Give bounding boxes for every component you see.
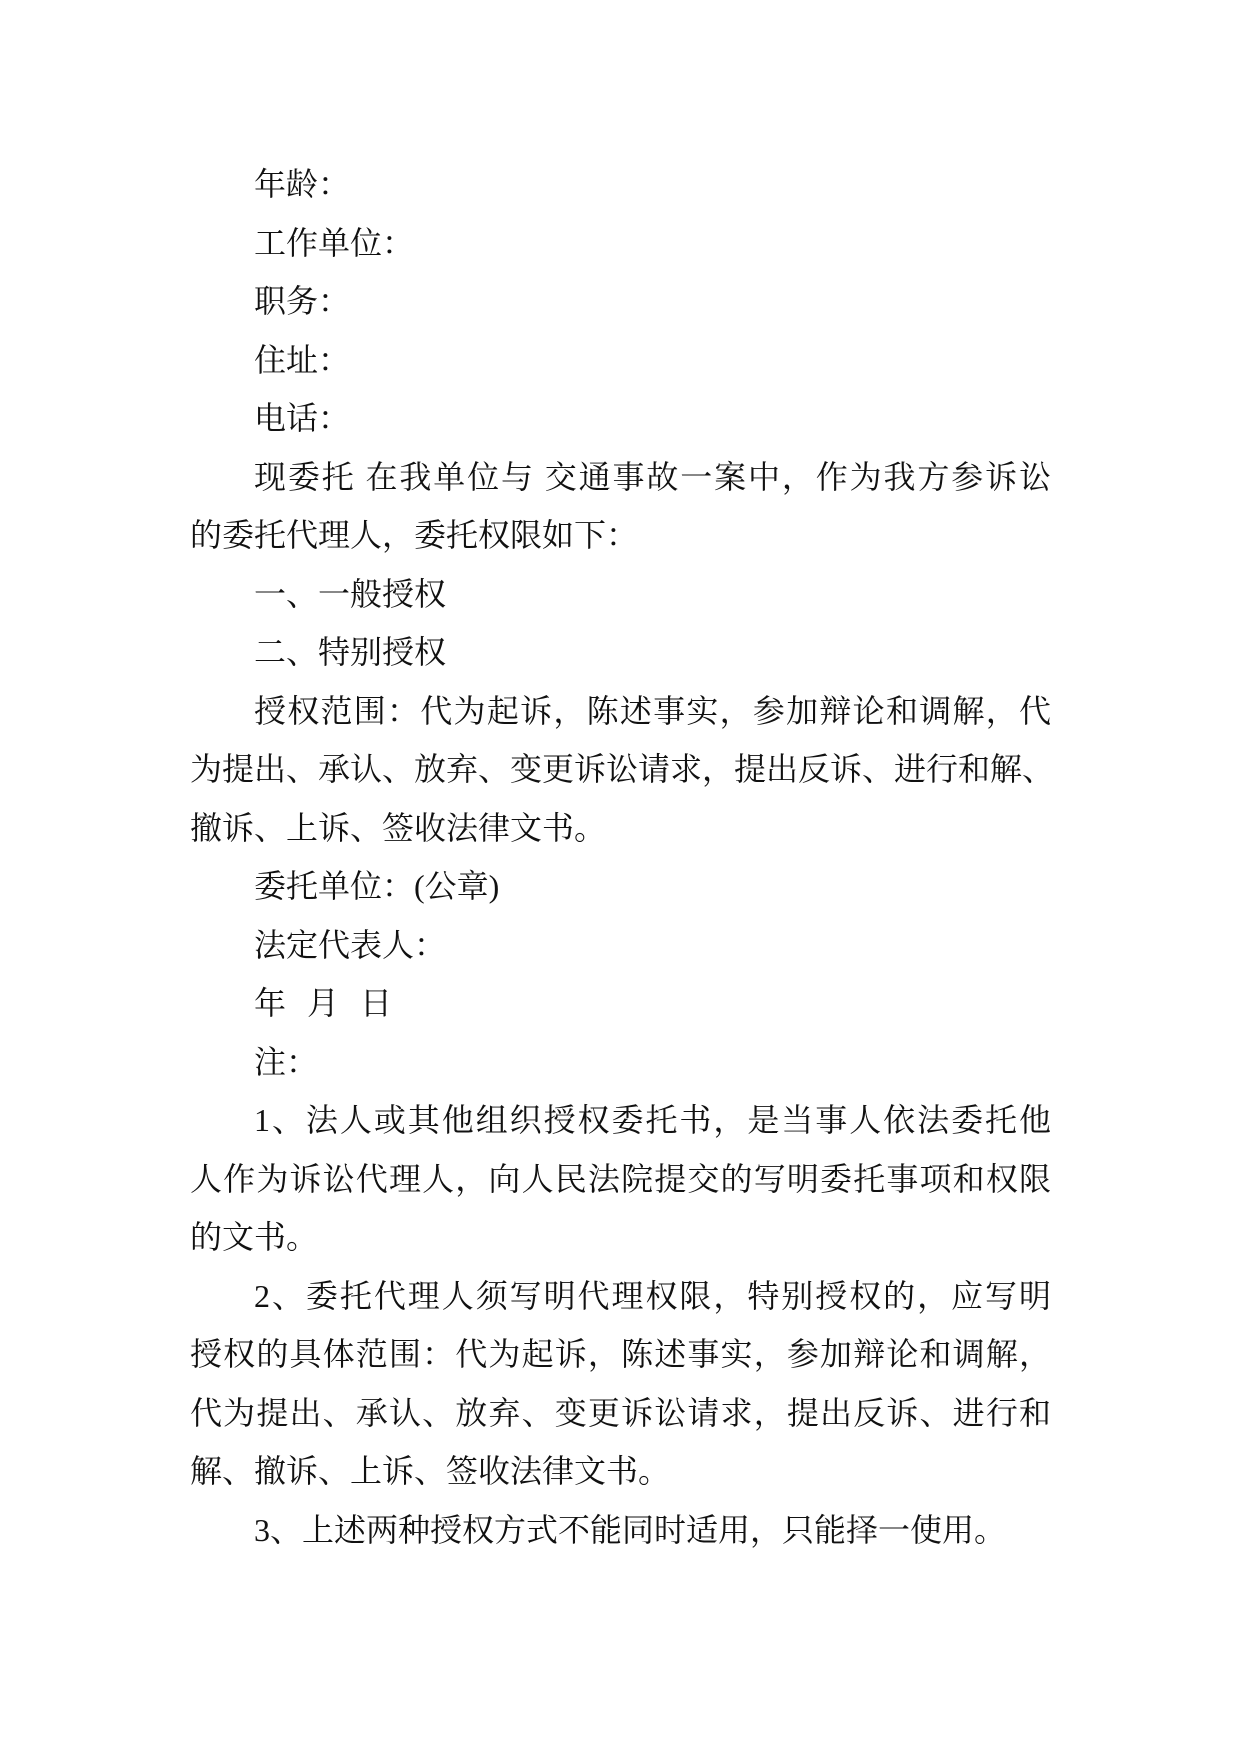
notes-heading: 注：	[254, 1043, 319, 1080]
note-item-1	[190, 1091, 1051, 1267]
principal-fields	[190, 155, 1051, 448]
note-line: 1、法人或其他组织授权委托书，是当事人依法委托他	[254, 1102, 1051, 1138]
note-item-3	[190, 1501, 1051, 1560]
scope-line: 撤诉、上诉、签收法律文书。	[190, 809, 607, 846]
entrusting-unit-seal: 委托单位：(公章)	[254, 868, 500, 904]
legal-representative: 法定代表人：	[254, 926, 447, 963]
notes-section	[190, 1033, 1051, 1560]
field-phone: 电话：	[254, 400, 351, 436]
scope-line: 授权范围：代为起诉，陈述事实，参加辩论和调解，代	[254, 692, 1051, 729]
field-work-unit: 工作单位：	[254, 224, 415, 261]
authority-special: 二、特别授权	[254, 634, 447, 670]
entrustment-line: 现委托 在我单位与 交通事故一案中，作为我方参诉讼	[254, 458, 1051, 495]
authority-types	[190, 565, 1051, 682]
note-line: 人作为诉讼代理人，向人民法院提交的写明委托事项和权限	[190, 1160, 1051, 1197]
document-body	[190, 155, 1055, 1559]
entrustment-line: 的委托代理人，委托权限如下：	[190, 517, 639, 553]
authority-general: 一、一般授权	[254, 575, 447, 612]
authority-scope-paragraph	[190, 682, 1055, 858]
signature-date: 年 月 日	[254, 985, 393, 1021]
signature-block	[190, 857, 1051, 1033]
note-line: 解、撤诉、上诉、签收法律文书。	[190, 1453, 671, 1489]
field-position: 职务：	[254, 283, 351, 319]
scope-line: 为提出、承认、放弃、变更诉讼请求，提出反诉、进行和解、	[190, 751, 1055, 787]
field-age: 年龄：	[254, 166, 351, 202]
note-line: 3、上述两种授权方式不能同时适用，只能择一使用。	[254, 1511, 1007, 1548]
note-line: 2、委托代理人须写明代理权限，特别授权的，应写明	[254, 1277, 1051, 1314]
entrustment-paragraph	[190, 448, 1051, 565]
field-address: 住址：	[254, 341, 351, 378]
note-line: 授权的具体范围：代为起诉，陈述事实，参加辩论和调解，	[190, 1336, 1051, 1372]
note-line: 代为提出、承认、放弃、变更诉讼请求，提出反诉、进行和	[190, 1394, 1051, 1431]
note-line: 的文书。	[190, 1219, 319, 1255]
note-item-2	[190, 1267, 1051, 1501]
